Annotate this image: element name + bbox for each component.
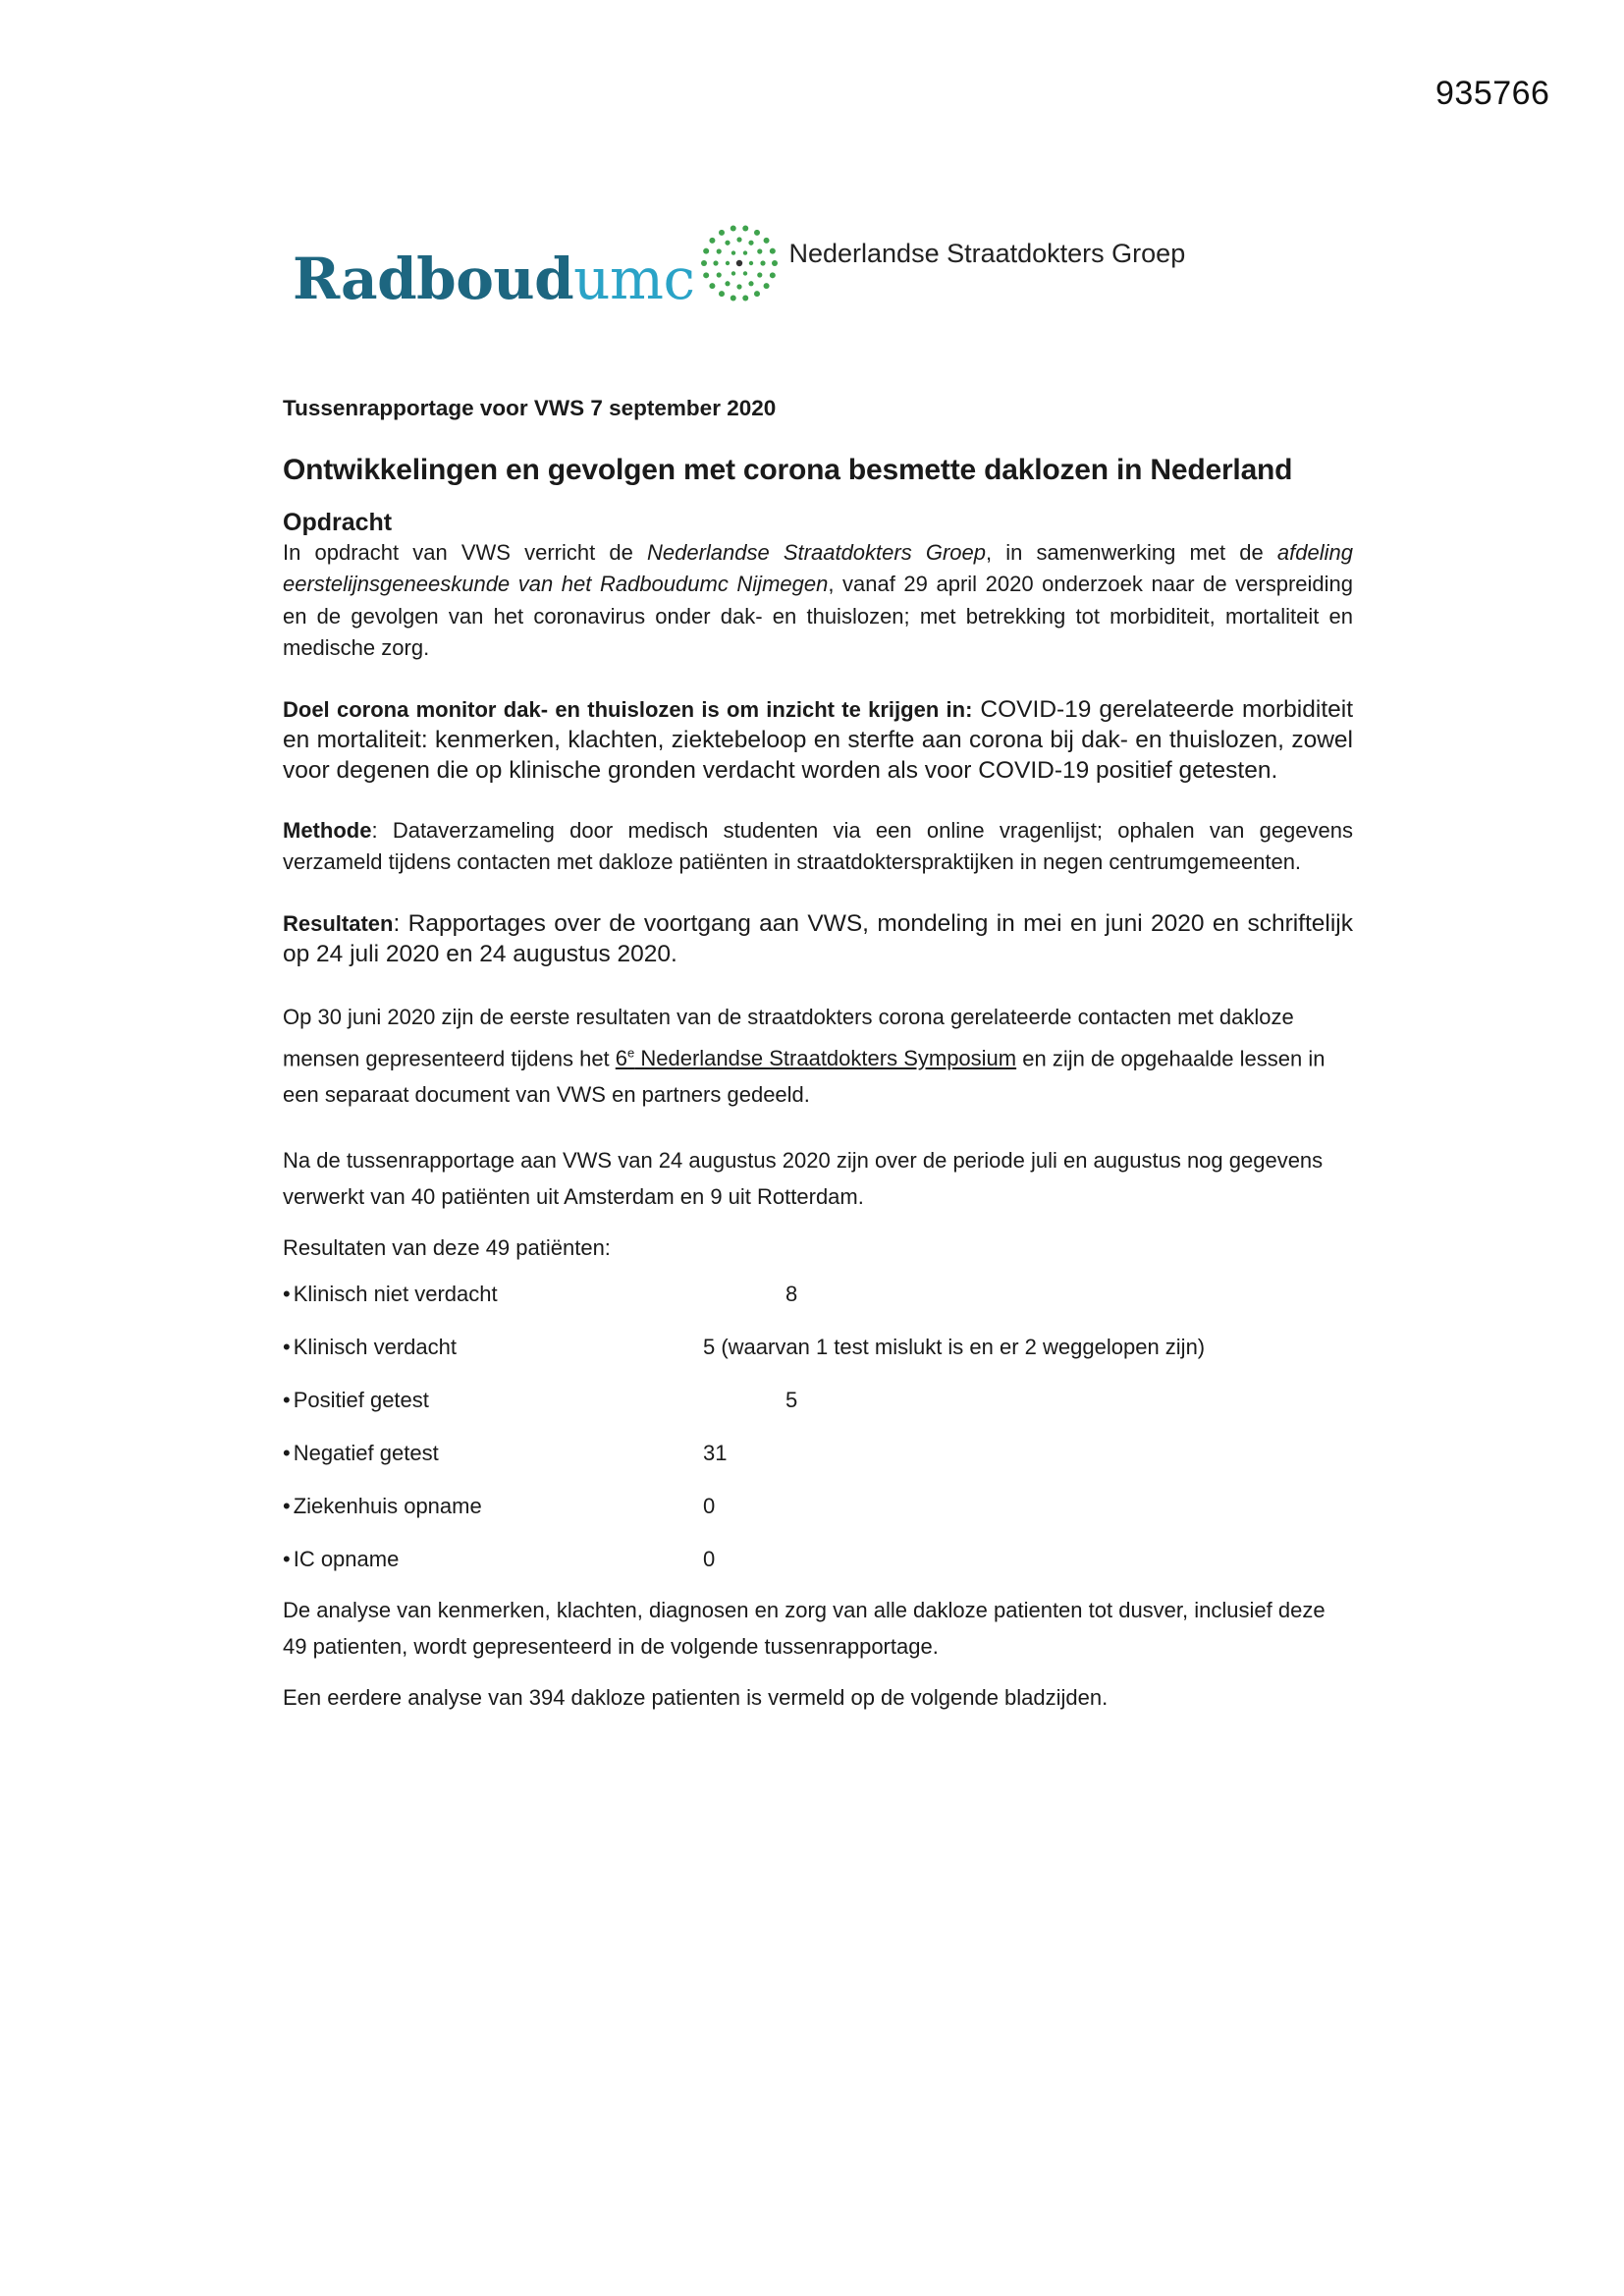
list-item: • Klinisch niet verdacht 8	[283, 1282, 798, 1307]
logo-dot	[743, 226, 749, 232]
logo-dot	[770, 248, 776, 254]
list-item: • IC opname 0	[283, 1547, 716, 1572]
logo-dot	[717, 272, 722, 277]
section-heading-opdracht: Opdracht	[283, 508, 393, 536]
logo-dot	[726, 241, 731, 246]
paragraph-opdracht: In opdracht van VWS verricht de Nederlandse Straatdokters Groep, in samenwerking met de afdeling eerstelijnsgeneeskunde van het Radboudumc Nijmegen, vanaf 29 april 2020 onderzoek naar de verspreiding en de gevolgen van het coronavirus onder dak- en thuislozen; met betrekking tot morbiditeit, mortaliteit en medische zorg.	[283, 539, 1353, 660]
logo-dot	[731, 295, 736, 301]
page-title: Ontwikkelingen en gevolgen met corona besmette daklozen in Nederland	[283, 453, 1293, 486]
list-item: • Negatief getest 31	[283, 1441, 728, 1466]
paragraph-methode: Methode: Dataverzameling door medisch studenten via een online vragenlijst; ophalen van gegevens verzameld tijdens contacten met dakloze patiënten in straatdokterspraktijken in negen centrumgemeenten.	[283, 817, 1353, 874]
logo-dot	[731, 226, 736, 232]
logo-dot	[731, 271, 735, 275]
logo-dot	[743, 295, 749, 301]
logo-dot	[717, 248, 722, 253]
logo-dot	[701, 260, 707, 266]
logo-dot	[726, 261, 730, 265]
symposium-reference: 6e Nederlandse Straatdokters Symposium	[615, 1045, 1017, 1070]
logo-center-dot	[736, 260, 742, 266]
logo-dot	[710, 283, 716, 289]
paragraph-earlier: Een eerdere analyse van 394 dakloze patienten is vermeld op de volgende bladzijden.	[283, 1685, 1109, 1711]
logo-dot	[749, 241, 754, 246]
results-intro: Resultaten van deze 49 patiënten:	[283, 1234, 611, 1260]
radboudumc-logo	[293, 246, 694, 312]
radboud-wordmark: Radboud	[293, 246, 574, 312]
logo-dot	[749, 281, 754, 286]
logo-dot	[719, 230, 725, 236]
document-body	[283, 393, 1353, 1715]
list-item: • Ziekenhuis opname 0	[283, 1494, 716, 1519]
logo-dot	[737, 237, 742, 242]
logo-dot	[754, 230, 760, 236]
logo-dot	[726, 281, 731, 286]
logo-dot	[704, 272, 710, 278]
straatdokters-logo-text: Nederlandse Straatdokters Groep	[788, 238, 1186, 268]
results-list	[283, 1268, 1353, 1586]
logo-dot	[758, 272, 763, 277]
umc-wordmark: umc	[573, 246, 695, 312]
logo-dot	[772, 260, 778, 266]
paragraph-resultaten: Resultaten: Rapportages over de voortgang aan VWS, mondeling in mei en juni 2020 en schriftelijk op 24 juli 2020 en 24 augustus 2020.	[283, 909, 1353, 967]
logo-dot	[743, 250, 747, 254]
logo-dot	[737, 284, 742, 289]
logo-dot	[731, 250, 735, 254]
logo-dot	[754, 291, 760, 297]
header-logos	[293, 218, 1185, 316]
list-item: • Positief getest 5	[283, 1388, 798, 1413]
document-number: 935766	[1435, 75, 1550, 112]
logo-dot	[761, 260, 766, 265]
logo-dot	[710, 238, 716, 244]
logo-dot	[764, 238, 770, 244]
paragraph-doel: Doel corona monitor dak- en thuislozen is om inzicht te krijgen in: COVID-19 gerelateerde morbiditeit en mortaliteit: kenmerken, klachten, ziektebeloop en sterfte aan corona bij dak- en thuislozen, zowel voor degenen die op klinische gronden verdacht worden als voor COVID-19 positief getesten.	[283, 695, 1353, 784]
straatdokters-dots-icon	[700, 224, 779, 302]
logo-dot	[714, 260, 719, 265]
logo-dot	[764, 283, 770, 289]
logo-dot	[743, 271, 747, 275]
logo-dot	[770, 272, 776, 278]
report-date: Tussenrapportage voor VWS 7 september 2020	[283, 396, 777, 420]
logo-dot	[719, 291, 725, 297]
paragraph-symposium: Op 30 juni 2020 zijn de eerste resultaten van de straatdokters corona gerelateerde contacten met dakloze mensen gepresenteerd tijdens het 6e Nederlandse Straatdokters Symposium en zijn de opgehaalde lessen in een separaat document van VWS en partners gedeeld.	[283, 1004, 1326, 1107]
logo-dot	[704, 248, 710, 254]
paragraph-data: Na de tussenrapportage aan VWS van 24 augustus 2020 zijn over de periode juli en augustus nog gegevens verwerkt van 40 patiënten uit Amsterdam en 9 uit Rotterdam.	[283, 1147, 1324, 1209]
logo-dot	[758, 248, 763, 253]
paragraph-analysis: De analyse van kenmerken, klachten, diagnosen en zorg van alle dakloze patienten tot dusver, inclusief deze 49 patienten, wordt gepresenteerd in de volgende tussenrapportage.	[283, 1598, 1326, 1660]
logo-dot	[749, 261, 753, 265]
list-item: • Klinisch verdacht 5 (waarvan 1 test mislukt is en er 2 weggelopen zijn)	[283, 1335, 1206, 1360]
